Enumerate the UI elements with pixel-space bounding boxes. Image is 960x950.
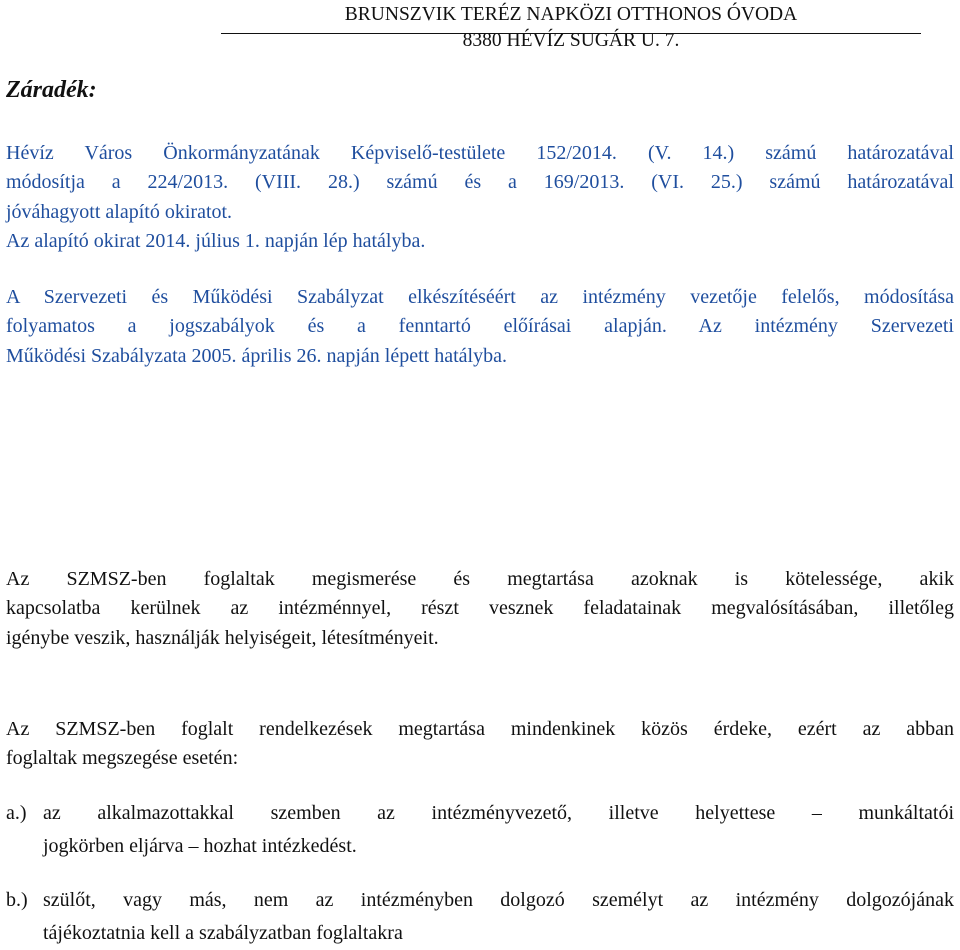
paragraph-line: Az SZMSZ-ben foglaltak megismerése és megtartása azoknak is kötelessége, akik [6,568,954,590]
paragraph-line: Az SZMSZ-ben foglalt rendelkezések megtartása mindenkinek közös érdeke, ezért az abban [6,718,954,740]
paragraph-line: Hévíz Város Önkormányzatának Képviselő-testülete 152/2014. (V. 14.) számú határozatával [6,142,954,164]
paragraph-line: foglaltak megszegése esetén: [6,747,239,770]
paragraph-line: kapcsolatba kerülnek az intézménnyel, részt vesznek feladatainak megvalósításában, illetőleg [6,597,954,620]
clause-title: Záradék: [6,77,97,103]
violation-paragraph [6,715,954,774]
paragraph-line: folyamatos a jogszabályok és a fenntartó előírásai alapján. Az intézmény Szervezeti [6,315,954,338]
list-marker: b.) [6,889,28,911]
paragraph-line: módosítja a 224/2013. (VIII. 28.) számú és a 169/2013. (VI. 25.) számú határozatával [6,171,954,194]
paragraph-line: jóváhagyott alapító okiratot. [6,200,233,223]
paragraph-line: A Szervezeti és Működési Szabályzat elkészítéséért az intézmény vezetője felelős, módosítása [6,286,954,308]
list-marker: a.) [6,802,27,824]
list-line: tájékoztatnia kell a szabályzatban foglaltakra [43,922,403,944]
szmsz-paragraph [6,283,954,371]
paragraph-line: igénybe veszik, használják helyiségeit, létesítményeit. [6,626,439,649]
obligation-paragraph [6,565,954,653]
institution-address: 8380 HÉVÍZ SUGÁR U. 7. [462,30,680,51]
list-line: az alkalmazottakkal szemben az intézményvezető, illetve helyettese – munkáltatói [43,802,954,824]
document-header [221,3,921,53]
resolution-paragraph [6,139,954,256]
institution-name: BRUNSZVIK TERÉZ NAPKÖZI OTTHONOS ÓVODA [344,4,798,25]
header-rule [221,33,921,34]
list-line: szülőt, vagy más, nem az intézményben dolgozó személyt az intézmény dolgozójának [43,889,954,911]
list-line: jogkörben eljárva – hozhat intézkedést. [43,835,357,857]
paragraph-line: Az alapító okirat 2014. július 1. napján lép hatályba. [6,229,426,252]
paragraph-line: Működési Szabályzata 2005. április 26. napján lépett hatályba. [6,344,507,367]
